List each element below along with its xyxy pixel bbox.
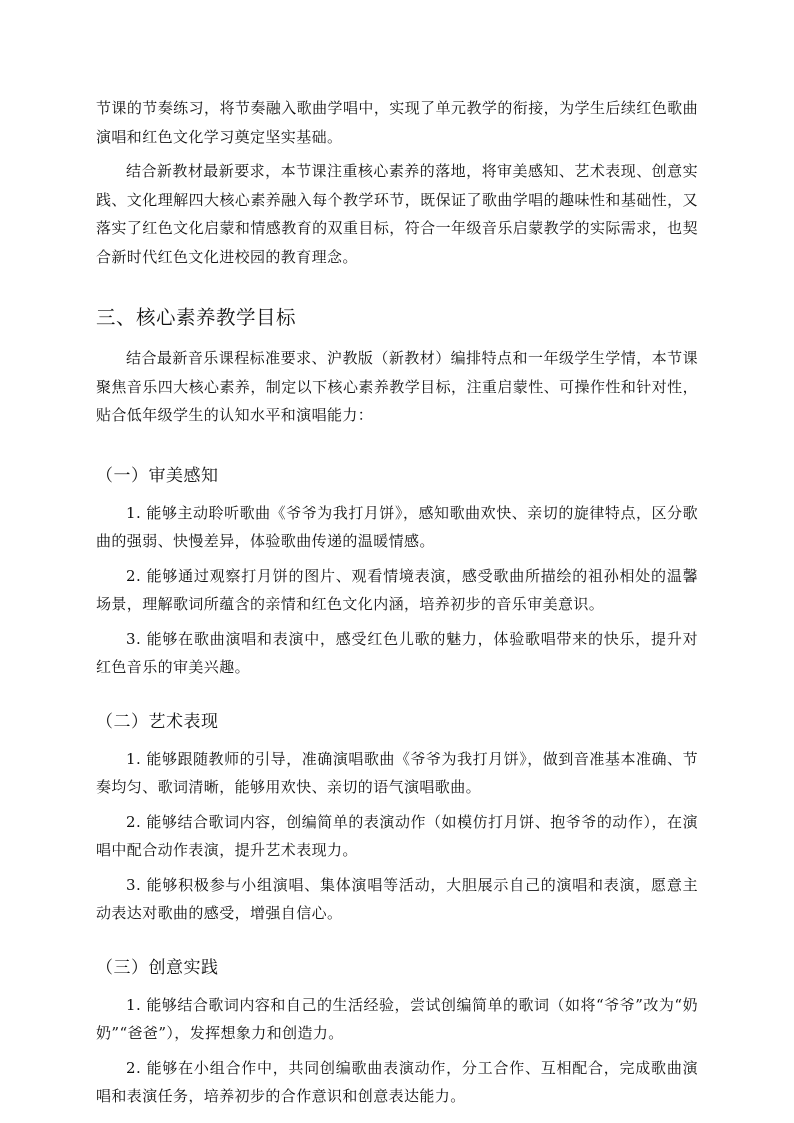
list-item: 3. 能够积极参与小组演唱、集体演唱等活动，大胆展示自己的演唱和表演，愿意主动表达对歌曲的感受，增强自信心。	[96, 875, 698, 922]
subheading-artistic-expression: （二）艺术表现	[96, 711, 219, 732]
list-item: 1. 能够跟随教师的引导，准确演唱歌曲《爷爷为我打月饼》，做到音准基本准确、节奏均匀、歌词清晰，能够用欢快、亲切的语气演唱歌曲。	[96, 749, 698, 796]
list-item: 1. 能够主动聆听歌曲《爷爷为我打月饼》，感知歌曲欢快、亲切的旋律特点，区分歌曲的强弱、快慢差异，体验歌曲传递的温暖情感。	[96, 503, 698, 550]
list-item: 2. 能够在小组合作中，共同创编歌曲表演动作，分工合作、互相配合，完成歌曲演唱和表演任务，培养初步的合作意识和创意表达能力。	[96, 1058, 698, 1105]
section-3-intro: 结合最新音乐课程标准要求、沪教版（新教材）编排特点和一年级学生学情，本节课聚焦音乐四大核心素养，制定以下核心素养教学目标，注重启蒙性、可操作性和针对性，贴合低年级学生的认知水平和演唱能力：	[96, 349, 698, 424]
subheading-creative-practice: （三）创意实践	[96, 957, 219, 978]
list-item: 3. 能够在歌曲演唱和表演中，感受红色儿歌的魅力，体验歌唱带来的快乐，提升对红色音乐的审美兴趣。	[96, 629, 698, 676]
subheading-aesthetic-perception: （一）审美感知	[96, 465, 219, 486]
list-item: 1. 能够结合歌词内容和自己的生活经验，尝试创编简单的歌词（如将“爷爷”改为“奶奶”“爸爸”），发挥想象力和创造力。	[96, 995, 698, 1042]
list-item: 2. 能够通过观察打月饼的图片、观看情境表演，感受歌曲所描绘的祖孙相处的温馨场景，理解歌词所蕴含的亲情和红色文化内涵，培养初步的音乐审美意识。	[96, 566, 698, 613]
paragraph-intro-end: 节课的节奏练习，将节奏融入歌曲学唱中，实现了单元教学的衔接，为学生后续红色歌曲演唱和红色文化学习奠定坚实基础。	[96, 99, 698, 146]
list-item: 2. 能够结合歌词内容，创编简单的表演动作（如模仿打月饼、抱爷爷的动作），在演唱中配合动作表演，提升艺术表现力。	[96, 812, 698, 859]
paragraph-intro-2: 结合新教材最新要求，本节课注重核心素养的落地，将审美感知、艺术表现、创意实践、文化理解四大核心素养融入每个教学环节，既保证了歌曲学唱的趣味性和基础性，又落实了红色文化启蒙和情感教育的双重目标，符合一年级音乐启蒙教学的实际需求，也契合新时代红色文化进校园的教育理念。	[96, 162, 698, 266]
section-heading-3: 三、核心素养教学目标	[96, 306, 297, 329]
